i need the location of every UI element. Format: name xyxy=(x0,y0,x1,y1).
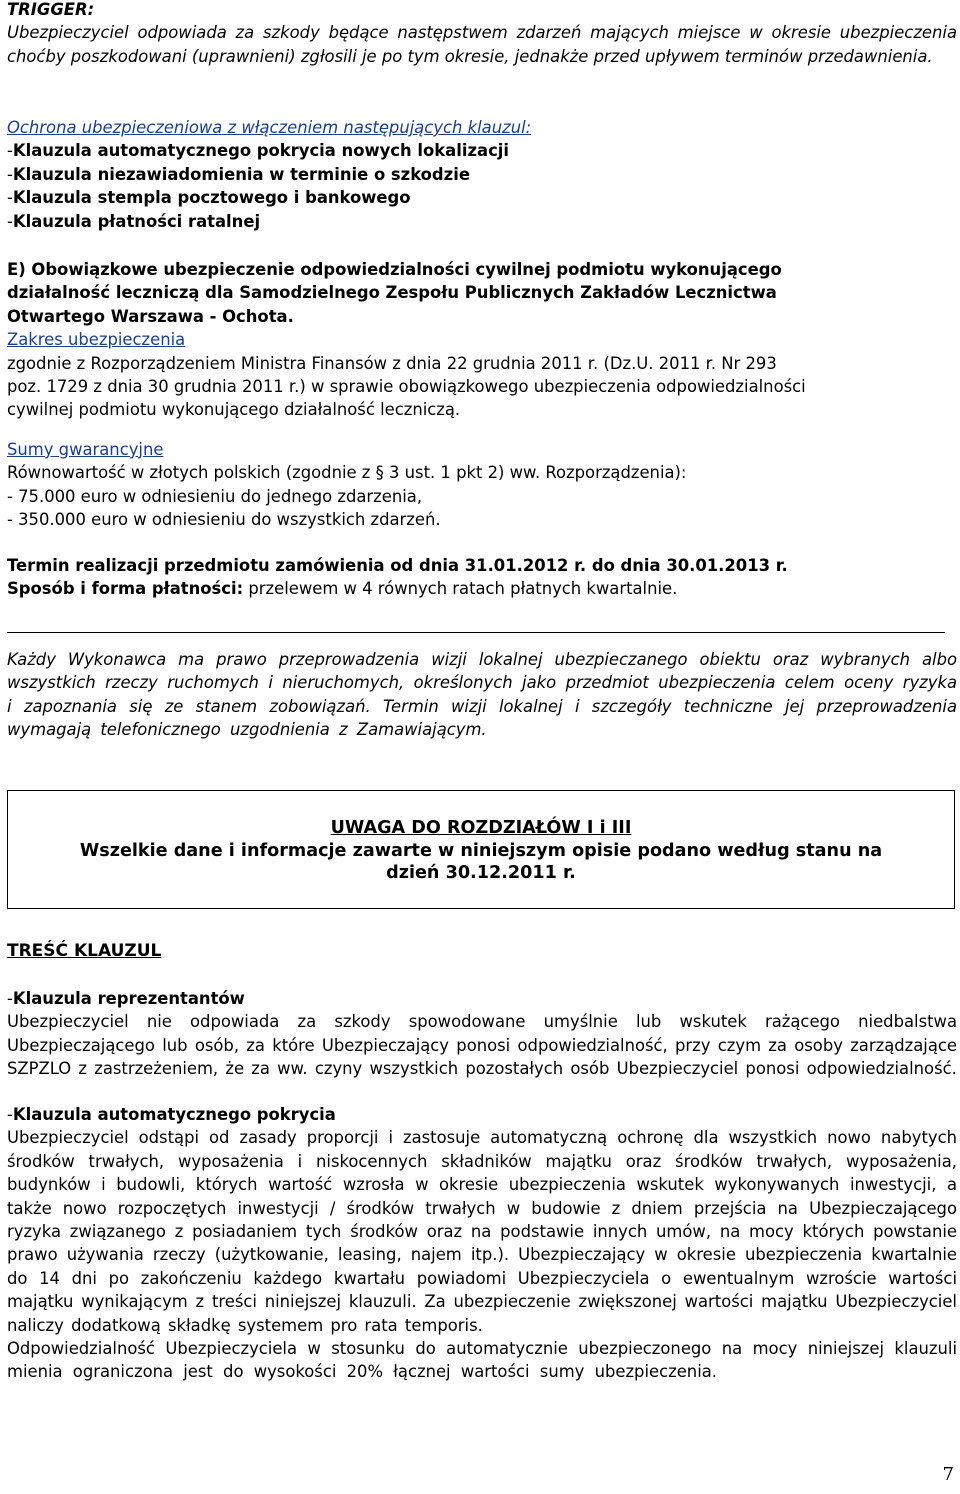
clause-auto-section xyxy=(7,1103,957,1384)
clause-rep-section xyxy=(7,987,957,1081)
section-e-title: E) Obowiązkowe ubezpieczenie odpowiedzialności cywilnej podmiotu wykonującego działalność leczniczą dla Samodzielnego Zespołu Publicznych Zakładów Lecznictwa Otwartego Warszawa - Ochota. xyxy=(7,260,782,326)
clause-rep-title: -Klauzula reprezentantów xyxy=(7,989,245,1008)
clause-auto-text-2: Odpowiedzialność Ubezpieczyciela w stosunku do automatycznie ubezpieczonego na mocy niniejszej klauzuli mienia ograniczona jest do wysokości 20% łącznej wartości sumy ubezpieczenia. xyxy=(7,1339,957,1382)
notice-line: dzień 30.12.2011 r. xyxy=(386,863,576,883)
notice-line: Wszelkie dane i informacje zawarte w niniejszym opisie podano według stanu na xyxy=(79,841,883,861)
clause-item: -Klauzula automatycznego pokrycia nowych lokalizacji xyxy=(7,141,510,161)
payment-text: Sposób i forma płatności: przelewem w 4 równych ratach płatnych kwartalnie. xyxy=(7,579,678,599)
notice-title: UWAGA DO ROZDZIAŁÓW I i III xyxy=(330,818,632,838)
clauses-heading: TREŚĆ KLAUZUL xyxy=(7,941,162,961)
scope-text: zgodnie z Rozporządzeniem Ministra Finansów z dnia 22 grudnia 2011 r. (Dz.U. 2011 r. Nr 293 poz. 1729 z dnia 30 grudnia 2011 r.) w sprawie obowiązkowego ubezpieczenia odpowiedzialności cywilnej podmiotu wykonującego działalność leczniczą. xyxy=(7,353,806,420)
clause-auto-title: -Klauzula automatycznego pokrycia xyxy=(7,1105,336,1124)
clause-auto-text: Ubezpieczyciel odstąpi od zasady proporcji i zastosuje automatyczną ochronę dla wszystkich nowo nabytych środków trwałych, wyposażenia i niskocennych składników majątku oraz środków trwałych, wyposażenia, budynków i budowli, których wartość wzrosła w okresie ubezpieczenia wskutek wykonywanych inwestycji, a także nowo rozpoczętych inwestycji / środków trwałych w budowie z dniem przejścia na Ubezpieczającego ryzyka związanego z posiadaniem tych środków oraz na podstawie innych umów, na mocy których powstanie prawo używania rzeczy (użytkowanie, leasing, najem itp.). Ubezpieczający w okresie ubezpieczenia kwartalnie do 14 dni po zakończeniu każdego kwartału powiadomi Ubezpieczyciela o ewentualnym wzroście wartości majątku wynikającym z treści niniejszej klauzuli. Za ubezpieczenie zwiększonej wartości majątku Ubezpieczyciel naliczy dodatkową składkę systemem pro rata temporis. xyxy=(7,1128,957,1335)
scope-label: Zakres ubezpieczenia xyxy=(7,330,186,350)
trigger-section xyxy=(7,0,957,68)
term-text: Termin realizacji przedmiotu zamówienia od dnia 31.01.2012 r. do dnia 30.01.2013 r. xyxy=(7,556,788,575)
clause-rep-text: Ubezpieczyciel nie odpowiada za szkody spowodowane umyślnie lub wskutek rażącego niedbalstwa Ubezpieczającego lub osób, za które Ubezpieczający ponosi odpowiedzialność, przy czym za osoby zarządzające SZPZLO z zastrzeżeniem, że za ww. czyny wszystkich pozostałych osób Ubezpieczyciel ponosi odpowiedzialność. xyxy=(7,1012,957,1079)
sums-intro: Równowartość w złotych polskich (zgodnie z § 3 ust. 1 pkt 2) ww. Rozporządzenia): xyxy=(7,463,687,483)
page-number: 7 xyxy=(942,1464,954,1485)
clause-item: -Klauzula płatności ratalnej xyxy=(7,211,261,231)
clauses-section xyxy=(7,116,957,233)
clauses-intro: Ochrona ubezpieczeniowa z włączeniem następujących klauzul: xyxy=(7,118,532,137)
clause-item: -Klauzula stempla pocztowego i bankowego xyxy=(7,188,411,208)
clauses-heading-section xyxy=(7,940,957,963)
term-section xyxy=(7,554,957,601)
inspection-section xyxy=(7,648,957,742)
trigger-title: TRIGGER: xyxy=(7,0,95,19)
sum-item: - 350.000 euro w odniesieniu do wszystkich zdarzeń. xyxy=(7,510,441,530)
separator-line xyxy=(7,632,945,633)
sum-item: - 75.000 euro w odniesieniu do jednego zdarzenia, xyxy=(7,486,423,506)
trigger-text: Ubezpieczyciel odpowiada za szkody będące następstwem zdarzeń mających miejsce w okresie ubezpieczenia choćby poszkodowani (uprawnieni) zgłosili je po tym okresie, jednakże przed upływem terminów przedawnienia. xyxy=(7,23,957,66)
section-e xyxy=(7,258,957,531)
notice-box xyxy=(7,790,955,909)
clause-item: -Klauzula niezawiadomienia w terminie o szkodzie xyxy=(7,164,470,184)
sums-label: Sumy gwarancyjne xyxy=(7,439,164,459)
inspection-text: Każdy Wykonawca ma prawo przeprowadzenia wizji lokalnej ubezpieczanego obiektu oraz wybranych albo wszystkich rzeczy ruchomych i nieruchomych, określonych jako przedmiot ubezpieczenia celem oceny ryzyka i zapoznania się ze stanem zobowiązań. Termin wizji lokalnej i szczegóły techniczne jej przeprowadzenia wymagają telefonicznego uzgodnienia z Zamawiającym. xyxy=(7,650,957,740)
